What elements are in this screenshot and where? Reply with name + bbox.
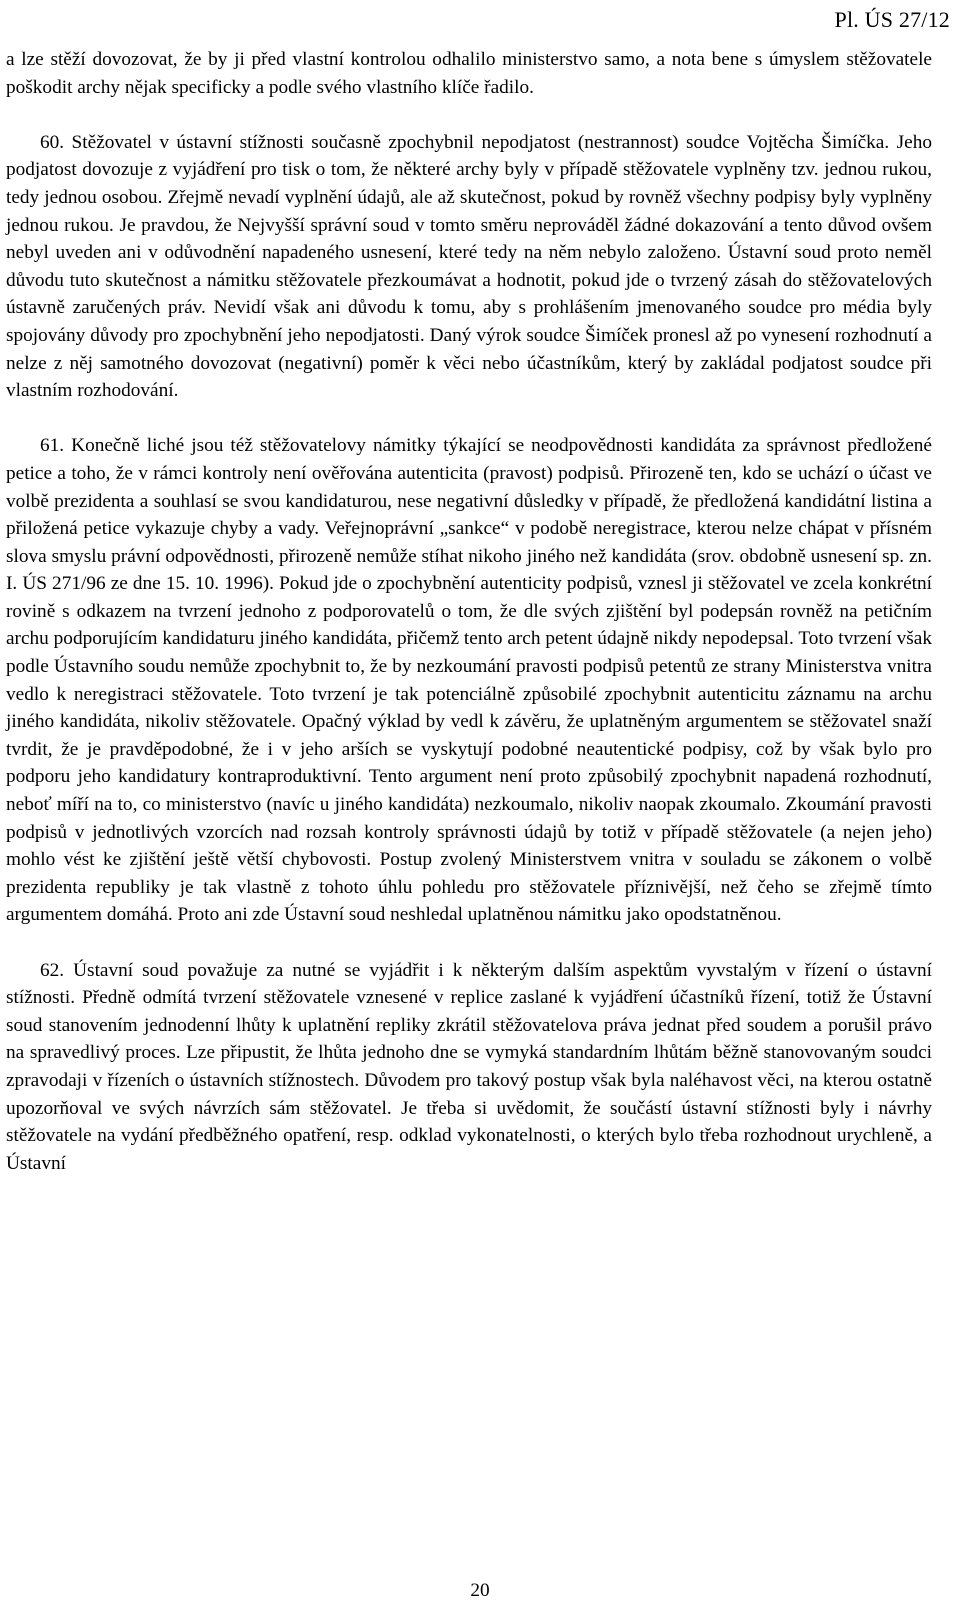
paragraph-continuation: a lze stěží dovozovat, že by ji před vlastní kontrolou odhalilo ministerstvo samo, a nota bene s úmyslem stěžovatele poškodit archy nějak specificky a podle svého vlastního klíče řadilo. (6, 49, 932, 98)
document-body (6, 46, 932, 1205)
page-header-reference: Pl. ÚS 27/12 (834, 7, 950, 32)
page-number: 20 (470, 1580, 490, 1601)
paragraph-61: 61. Konečně liché jsou též stěžovatelovy námitky týkající se neodpovědnosti kandidáta za správnost předložené petice a toho, že v rámci kontroly není ověřována autenticita (pravost) podpisů. Přirozeně ten, kdo se uchází o účast ve volbě prezidenta a souhlasí se svou kandidaturou, nese negativní důsledky v případě, že předložená kandidátní listina a přiložená petice vykazuje chyby a vady. Veřejnoprávní „sankce“ v podobě neregistrace, kterou nelze chápat v přísném slova smyslu právní odpovědnosti, přirozeně nemůže stíhat nikoho jiného než kandidáta (srov. obdobně usnesení sp. zn. I. ÚS 271/96 ze dne 15. 10. 1996). Pokud jde o zpochybnění autenticity podpisů, vznesl ji stěžovatel ve zcela konkrétní rovině s odkazem na tvrzení jednoho z podporovatelů o tom, že dle svých zjištění byl podepsán rovněž na petičním archu podporujícím kandidaturu jiného kandidáta, přičemž tento arch petent údajně nikdy nepodepsal. Toto tvrzení však podle Ústavního soudu nemůže zpochybnit to, že by nezkoumání pravosti podpisů petentů ze strany Ministerstva vnitra vedlo k neregistraci stěžovatele. Toto tvrzení je tak potenciálně způsobilé zpochybnit autenticitu záznamu na archu jiného kandidáta, nikoliv stěžovatele. Opačný výklad by vedl k závěru, že uplatněným argumentem se stěžovatel snaží tvrdit, že je pravděpodobné, že i v jeho arších se vyskytují podobné neautentické podpisy, což by však bylo pro podporu jeho kandidatury kontraproduktivní. Tento argument není proto způsobilý zpochybnit napadená rozhodnutí, neboť míří na to, co ministerstvo (navíc u jiného kandidáta) nezkoumalo, nikoliv naopak zkoumalo. Zkoumání pravosti podpisů v jednotlivých vzorcích nad rozsah kontroly správnosti údajů by totiž v případě stěžovatele (a nejen jeho) mohlo vést ke zjištění ještě větší chybovosti. Postup zvolený Ministerstvem vnitra v souladu se zákonem o volbě prezidenta republiky je tak vlastně z tohoto úhlu pohledu pro stěžovatele příznivější, než čeho se zřejmě tímto argumentem domáhá. Proto ani zde Ústavní soud neshledal uplatněnou námitku jako opodstatněnou. (6, 435, 932, 926)
paragraph-62: 62. Ústavní soud považuje za nutné se vyjádřit i k některým dalším aspektům vyvstalým v řízení o ústavní stížnosti. Předně odmítá tvrzení stěžovatele vznesené v replice zaslané k vyjádření účastníků řízení, totiž že Ústavní soud stanovením jednodenní lhůty k uplatnění repliky zkrátil stěžovatelova práva jednat před soudem a porušil právo na spravedlivý proces. Lze připustit, že lhůta jednoho dne se vymyká standardním lhůtám běžně stanovovaným soudci zpravodaji v řízeních o ústavních stížnostech. Důvodem pro takový postup však byla naléhavost věci, na kterou ostatně upozorňoval ve svých návrzích sám stěžovatel. Je třeba si uvědomit, že součástí ústavní stížnosti byly i návrhy stěžovatele na vydání předběžného opatření, resp. odklad vykonatelnosti, o kterých bylo třeba rozhodnout urychleně, a Ústavní (6, 959, 932, 1174)
paragraph-60: 60. Stěžovatel v ústavní stížnosti současně zpochybnil nepodjatost (nestrannost) soudce Vojtěcha Šimíčka. Jeho podjatost dovozuje z vyjádření pro tisk o tom, že některé archy byly v případě stěžovatele vyplněny tzv. jednou rukou, tedy jednou osobou. Zřejmě nevadí vyplnění údajů, ale až skutečnost, pokud by rovněž všechny podpisy byly vyplněny jednou rukou. Je pravdou, že Nejvyšší správní soud v tomto směru neprováděl žádné dokazování a tento důvod ovšem nebyl uveden ani v odůvodnění napadeného usnesení, které tedy na něm nebylo založeno. Ústavní soud proto neměl důvodu tuto skutečnost a námitku stěžovatele přezkoumávat a hodnotit, pokud jde o tvrzený zásah do stěžovatelových ústavně zaručených práv. Nevidí však ani důvodu k tomu, aby s prohlášením jmenovaného soudce pro média byly spojovány důvody pro zpochybnění jeho nepodjatosti. Daný výrok soudce Šimíček pronesl až po vynesení rozhodnutí a nelze z něj samotného dovozovat (negativní) poměr k věci nebo účastníkům, který by zakládal podjatost soudce při vlastním rozhodování. (6, 131, 932, 402)
